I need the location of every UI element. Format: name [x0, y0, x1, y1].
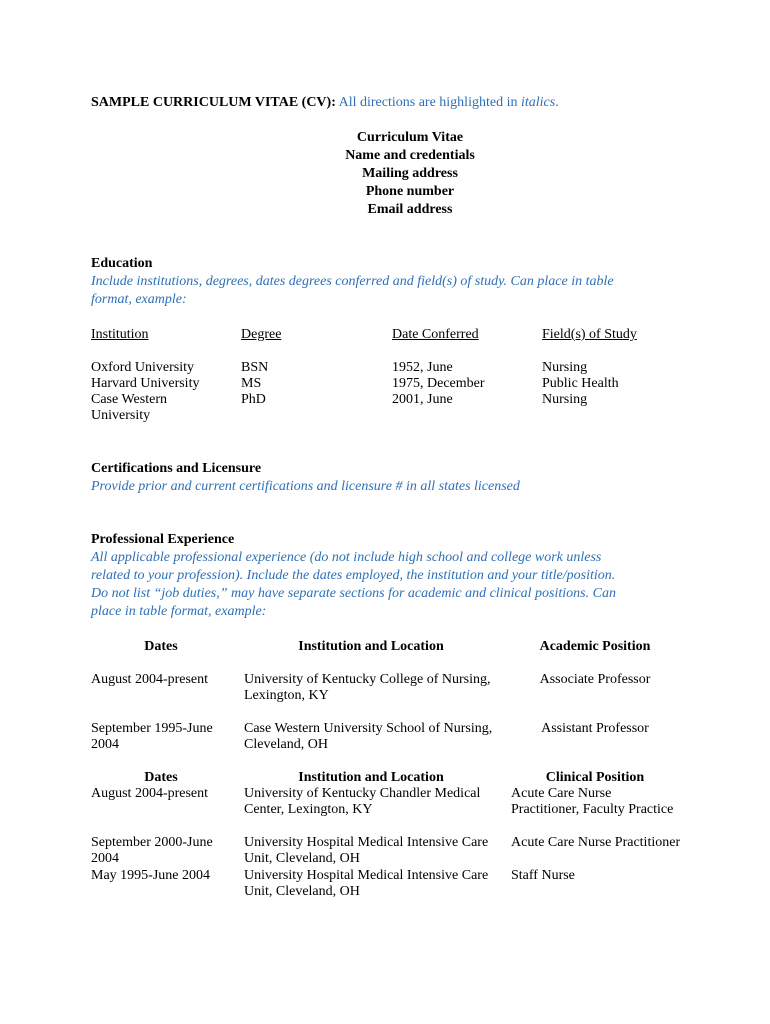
col-header-institution: Institution	[91, 327, 149, 342]
table-cell-dates: May 1995-June 2004	[91, 868, 210, 883]
table-cell-location: Cleveland, OH	[244, 737, 328, 752]
table-cell-position: Staff Nurse	[511, 868, 575, 883]
education-instructions-line: format, example:	[91, 292, 187, 307]
table-cell-position: Acute Care Nurse	[511, 786, 612, 801]
sample-cv-label: SAMPLE CURRICULUM VITAE (CV):	[91, 95, 336, 110]
table-cell-institution: Harvard University	[91, 376, 200, 391]
table-cell-dates: August 2004-present	[91, 786, 209, 801]
name-credentials: Name and credentials	[345, 148, 475, 163]
document-header	[91, 94, 731, 111]
table-cell-dates: August 2004-present	[91, 672, 209, 687]
table-cell-date: 1975, December	[392, 376, 485, 391]
experience-title: Professional Experience	[91, 532, 235, 547]
table-cell-location: Unit, Cleveland, OH	[244, 884, 360, 899]
table-cell-dates: September 2000-June	[91, 835, 213, 850]
directions-italic: italics	[520, 95, 556, 110]
directions-text: All directions are highlighted in	[338, 95, 518, 110]
table-cell-institution: Oxford University	[91, 360, 195, 375]
table-cell-degree: BSN	[241, 360, 269, 375]
col-header-fields-of-study: Field(s) of Study	[542, 327, 637, 342]
table-cell-position: Assistant Professor	[541, 721, 649, 736]
mailing-address: Mailing address	[362, 166, 458, 181]
cv-title: Curriculum Vitae	[356, 130, 464, 145]
table-cell-position-cont: Practitioner, Faculty Practice	[511, 802, 674, 817]
table-cell-institution-cont: University	[91, 408, 151, 423]
col-header-degree: Degree	[241, 327, 282, 342]
directions-note	[339, 95, 559, 110]
table-cell-location: Center, Lexington, KY	[244, 802, 373, 817]
experience-instructions-line: place in table format, example:	[91, 604, 267, 619]
academic-col-institution: Institution and Location	[298, 639, 444, 654]
email-address: Email address	[367, 202, 453, 217]
certifications-instructions: Provide prior and current certifications and licensure # in all states licensed	[91, 479, 520, 494]
table-cell-institution: University of Kentucky College of Nursing,	[244, 672, 491, 687]
table-cell-degree: PhD	[241, 392, 266, 407]
col-header-date-conferred: Date Conferred	[392, 327, 479, 342]
table-cell-location: Lexington, KY	[244, 688, 329, 703]
table-cell-date: 2001, June	[392, 392, 453, 407]
table-cell-institution: University Hospital Medical Intensive Care	[244, 868, 489, 883]
directions-end: .	[555, 95, 559, 110]
phone-number: Phone number	[365, 184, 455, 199]
table-cell-degree: MS	[241, 376, 262, 391]
clinical-col-dates: Dates	[144, 770, 178, 785]
academic-col-position: Academic Position	[539, 639, 651, 654]
experience-instructions-line: All applicable professional experience (do not include high school and college work unless	[91, 550, 602, 565]
table-cell-institution: Case Western	[91, 392, 167, 407]
table-cell-dates-cont: 2004	[91, 851, 119, 866]
table-cell-field: Nursing	[542, 392, 588, 407]
table-cell-institution: University of Kentucky Chandler Medical	[244, 786, 481, 801]
clinical-col-institution: Institution and Location	[298, 770, 444, 785]
table-cell-institution: Case Western University School of Nursing,	[244, 721, 493, 736]
table-cell-institution: University Hospital Medical Intensive Care	[244, 835, 489, 850]
table-cell-location: Unit, Cleveland, OH	[244, 851, 360, 866]
table-cell-position: Associate Professor	[539, 672, 651, 687]
table-cell-field: Public Health	[542, 376, 619, 391]
academic-col-dates: Dates	[144, 639, 178, 654]
experience-instructions-line: Do not list “job duties,” may have separate sections for academic and clinical positions. Can	[91, 586, 616, 601]
experience-instructions	[91, 549, 751, 621]
table-cell-field: Nursing	[542, 360, 588, 375]
clinical-col-position: Clinical Position	[545, 770, 645, 785]
table-cell-dates-cont: 2004	[91, 737, 119, 752]
cv-heading-block	[25, 129, 770, 219]
table-cell-dates: September 1995-June	[91, 721, 213, 736]
table-cell-date: 1952, June	[392, 360, 453, 375]
education-instructions	[91, 273, 731, 309]
education-instructions-line: Include institutions, degrees, dates degrees conferred and field(s) of study. Can place in table	[91, 274, 614, 289]
table-cell-position: Acute Care Nurse Practitioner	[511, 835, 681, 850]
certifications-title: Certifications and Licensure	[91, 461, 262, 476]
experience-instructions-line: related to your profession). Include the dates employed, the institution and your title/position.	[91, 568, 616, 583]
education-title: Education	[91, 256, 153, 271]
